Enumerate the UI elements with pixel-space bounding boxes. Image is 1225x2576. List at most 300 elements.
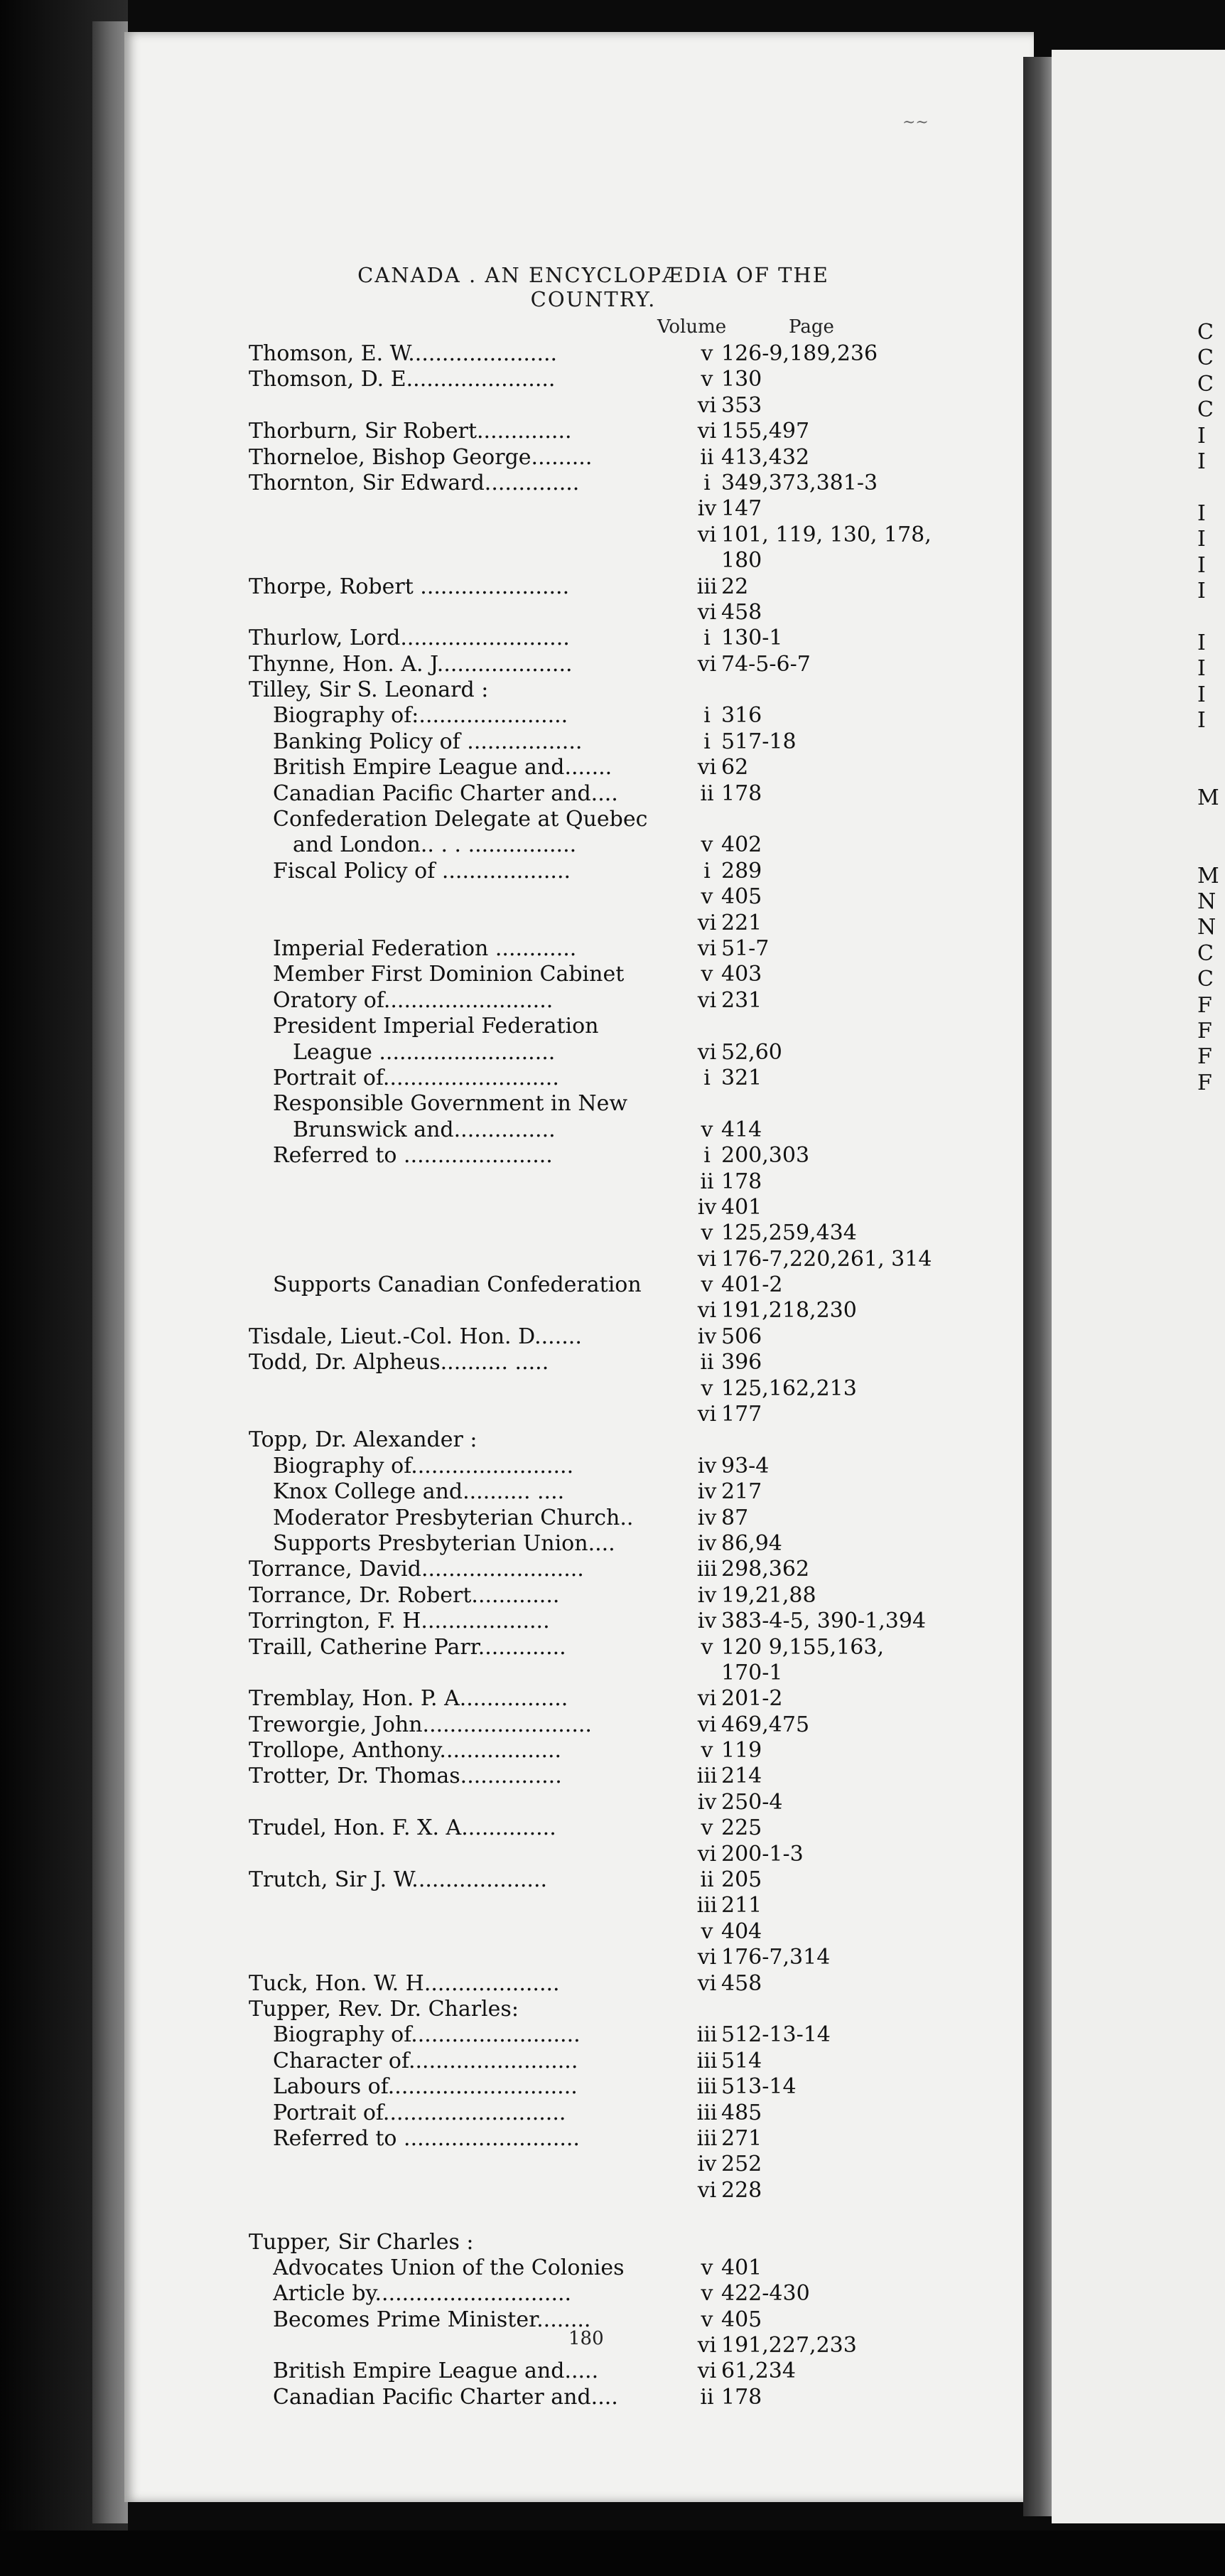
facing-letter: I <box>1197 630 1206 655</box>
entry-pages: 513-14 <box>721 2074 797 2100</box>
facing-letter: I <box>1197 682 1206 707</box>
entry-pages: 404 <box>721 1918 762 1944</box>
entry-pages: 178 <box>721 2384 762 2410</box>
entry-pages: 517-18 <box>721 729 797 754</box>
index-row <box>249 652 1030 677</box>
entry-volume: v <box>701 1375 713 1401</box>
index-row <box>249 677 1030 703</box>
index-row <box>249 1195 1030 1220</box>
entry-pages: 130 <box>721 367 762 392</box>
entry-pages: 62 <box>721 755 749 780</box>
index-row <box>249 341 1030 367</box>
entry-pages: 87 <box>721 1505 749 1530</box>
entry-pages: 514 <box>721 2048 762 2073</box>
entry-pages: 298,362 <box>721 1557 810 1582</box>
entry-pages: 51-7 <box>721 935 770 961</box>
index-row <box>249 2126 1030 2152</box>
entry-volume: v <box>701 1220 713 1246</box>
entry-text: Supports Canadian Confederation <box>273 1272 642 1298</box>
entry-text: Tuck, Hon. W. H.................... <box>249 1970 560 1996</box>
entry-pages: 125,162,213 <box>721 1375 857 1401</box>
entry-volume: iv <box>697 1609 717 1634</box>
entry-pages: 176-7,314 <box>721 1945 831 1970</box>
entry-text: Trotter, Dr. Thomas............... <box>249 1764 562 1789</box>
entry-pages: 125,259,434 <box>721 1220 857 1246</box>
index-row <box>249 1635 1030 1660</box>
entry-volume: v <box>701 832 713 858</box>
entry-pages: 422-430 <box>721 2281 810 2307</box>
index-entries <box>249 341 1030 2410</box>
entry-volume: ii <box>700 1867 714 1893</box>
corner-mark: ~~ <box>902 114 929 132</box>
entry-pages: 414 <box>721 1117 762 1142</box>
entry-volume: vi <box>697 1712 717 1737</box>
entry-volume: v <box>701 1738 713 1764</box>
index-row <box>249 522 1030 548</box>
entry-pages: 250-4 <box>721 1789 783 1815</box>
entry-pages: 101, 119, 130, 178, <box>721 522 932 547</box>
entry-pages: 401 <box>721 1194 762 1220</box>
entry-volume: vi <box>697 935 717 961</box>
entry-text: Biography of........................ <box>273 1453 574 1478</box>
entry-text: Tisdale, Lieut.-Col. Hon. D....... <box>249 1324 582 1349</box>
entry-pages: 22 <box>721 574 749 599</box>
index-row <box>249 1247 1030 1272</box>
entry-text: Referred to ...................... <box>273 1143 553 1169</box>
index-row <box>249 1117 1030 1143</box>
entry-volume: iv <box>697 1479 717 1505</box>
entry-volume: v <box>701 1272 713 1298</box>
entry-volume: ii <box>700 1350 714 1375</box>
index-row <box>249 703 1030 729</box>
entry-text: British Empire League and....... <box>273 755 612 780</box>
entry-text: Trutch, Sir J. W.................... <box>249 1867 548 1893</box>
facing-page-letters <box>1197 320 1225 1096</box>
entry-pages: 469,475 <box>721 1712 810 1737</box>
index-row <box>249 884 1030 910</box>
index-row <box>249 1842 1030 1867</box>
entry-pages: 225 <box>721 1815 762 1841</box>
entry-volume: iii <box>696 1764 718 1789</box>
index-row <box>249 1531 1030 1557</box>
entry-pages: 214 <box>721 1764 762 1789</box>
entry-volume: iv <box>697 2152 717 2177</box>
entry-volume: vi <box>697 419 717 444</box>
index-row <box>249 1298 1030 1324</box>
entry-pages: 512-13-14 <box>721 2022 831 2048</box>
volume-column-heading: Volume <box>657 316 727 338</box>
entry-text: Thornton, Sir Edward.............. <box>249 470 580 495</box>
entry-volume: vi <box>697 1402 717 1427</box>
entry-text: Character of......................... <box>273 2048 578 2073</box>
entry-pages: 147 <box>721 496 762 522</box>
facing-letter: I <box>1197 527 1206 552</box>
entry-volume: vi <box>697 1945 717 1970</box>
entry-pages: 191,218,230 <box>721 1298 857 1324</box>
index-row <box>249 1790 1030 1815</box>
entry-volume: vi <box>697 2333 717 2358</box>
entry-volume: iii <box>696 2048 718 2073</box>
index-row <box>249 1091 1030 1117</box>
index-row <box>249 1867 1030 1893</box>
index-row <box>249 1376 1030 1402</box>
entry-pages: 383-4-5, 390-1,394 <box>721 1609 927 1634</box>
entry-volume: vi <box>697 1246 717 1272</box>
entry-volume: v <box>701 2255 713 2280</box>
entry-volume: i <box>703 1065 711 1090</box>
entry-pages: 396 <box>721 1350 762 1375</box>
entry-pages: 200-1-3 <box>721 1841 804 1867</box>
entry-volume: iv <box>697 1194 717 1220</box>
entry-text: Advocates Union of the Colonies <box>273 2255 625 2280</box>
entry-pages: 349,373,381-3 <box>721 470 878 495</box>
index-row <box>249 1454 1030 1479</box>
page-stack-edge <box>92 21 128 2523</box>
entry-pages: 130-1 <box>721 626 783 651</box>
entry-text: Thomson, E. W...................... <box>249 341 558 366</box>
entry-volume: vi <box>697 910 717 935</box>
facing-letter: I <box>1197 552 1206 578</box>
entry-volume: i <box>703 626 711 651</box>
entry-text: Tupper, Rev. Dr. Charles: <box>249 1997 519 2022</box>
entry-volume: v <box>701 367 713 392</box>
index-row <box>249 1919 1030 1945</box>
entry-text: and London.. . . ................ <box>293 832 577 858</box>
entry-text: League .......................... <box>293 1039 556 1065</box>
entry-volume: iii <box>696 2022 718 2048</box>
index-row <box>249 574 1030 600</box>
entry-text: Moderator Presbyterian Church.. <box>273 1505 634 1530</box>
entry-volume: iii <box>696 2100 718 2125</box>
index-row <box>249 1660 1030 1686</box>
entry-pages: 155,497 <box>721 419 810 444</box>
entry-pages: 74-5-6-7 <box>721 651 811 677</box>
entry-volume: v <box>701 1815 713 1841</box>
index-row <box>249 471 1030 496</box>
facing-letter: C <box>1197 371 1214 397</box>
facing-letter: C <box>1197 345 1214 371</box>
facing-letter: C <box>1197 397 1214 423</box>
entry-text: Thorneloe, Bishop George......... <box>249 444 593 470</box>
entry-volume: i <box>703 858 711 884</box>
facing-letter <box>1197 812 1225 837</box>
entry-pages: 52,60 <box>721 1039 782 1065</box>
entry-volume: iii <box>696 1893 718 1918</box>
entry-volume: v <box>701 1634 713 1660</box>
entry-pages: 485 <box>721 2100 762 2125</box>
facing-letter <box>1197 734 1225 760</box>
entry-pages: 402 <box>721 832 762 858</box>
index-row <box>249 832 1030 858</box>
entry-volume: vi <box>697 1841 717 1867</box>
index-row <box>249 626 1030 651</box>
index-row <box>249 1479 1030 1505</box>
index-row <box>249 367 1030 392</box>
entry-pages: 401 <box>721 2255 762 2280</box>
entry-pages: 353 <box>721 392 762 418</box>
entry-volume: iv <box>697 1582 717 1608</box>
index-row <box>249 911 1030 936</box>
index-row <box>249 1971 1030 1997</box>
entry-text: Knox College and.......... .... <box>273 1479 565 1505</box>
entry-pages: 205 <box>721 1867 762 1893</box>
entry-pages: 177 <box>721 1402 762 1427</box>
entry-text: Supports Presbyterian Union.... <box>273 1530 615 1556</box>
entry-volume: vi <box>697 755 717 780</box>
index-row <box>249 2152 1030 2177</box>
index-row <box>249 1712 1030 1738</box>
entry-volume: vi <box>697 1298 717 1324</box>
facing-letter: C <box>1197 940 1214 966</box>
index-row <box>249 1557 1030 1582</box>
index-row <box>249 729 1030 755</box>
entry-pages: 19,21,88 <box>721 1582 816 1608</box>
index-row <box>249 2333 1030 2358</box>
index-row <box>249 1764 1030 1789</box>
entry-volume: v <box>701 1117 713 1142</box>
facing-letter: I <box>1197 656 1206 682</box>
entry-volume: iii <box>696 2125 718 2151</box>
facing-letter <box>1197 837 1225 863</box>
index-row <box>249 755 1030 780</box>
entry-text: President Imperial Federation <box>273 1014 599 1039</box>
index-row <box>249 1506 1030 1531</box>
index-row <box>249 1014 1030 1039</box>
facing-letter: F <box>1197 1070 1212 1095</box>
entry-volume: ii <box>700 444 714 470</box>
page-column-heading: Page <box>789 316 834 338</box>
facing-letter: I <box>1197 449 1206 475</box>
entry-pages: 176-7,220,261, 314 <box>721 1246 932 1272</box>
index-row <box>249 2281 1030 2307</box>
entry-volume: i <box>703 729 711 754</box>
index-row <box>249 1738 1030 1764</box>
index-row <box>249 1220 1030 1246</box>
index-row <box>249 419 1030 444</box>
entry-text: Canadian Pacific Charter and.... <box>273 2384 618 2410</box>
entry-volume: vi <box>697 1686 717 1712</box>
entry-text: Torrance, Dr. Robert............. <box>249 1582 560 1608</box>
index-row <box>249 1945 1030 1970</box>
index-row <box>249 2178 1030 2204</box>
entry-pages: 252 <box>721 2152 762 2177</box>
index-row <box>249 1815 1030 1841</box>
entry-volume: iv <box>697 1453 717 1478</box>
entry-volume: iv <box>697 1530 717 1556</box>
entry-text: Oratory of......................... <box>273 987 554 1013</box>
index-row <box>249 1272 1030 1298</box>
entry-volume: vi <box>697 2177 717 2203</box>
facing-letter: F <box>1197 1044 1212 1070</box>
entry-text: Trollope, Anthony.................. <box>249 1738 562 1764</box>
index-row <box>249 2385 1030 2410</box>
facing-letter <box>1197 475 1225 500</box>
entry-volume: vi <box>697 2358 717 2384</box>
entry-text: Topp, Dr. Alexander : <box>249 1427 477 1453</box>
entry-pages: 405 <box>721 884 762 910</box>
index-row <box>249 859 1030 884</box>
facing-letter <box>1197 760 1225 785</box>
entry-volume: iii <box>696 2074 718 2100</box>
facing-letter: M <box>1197 863 1219 889</box>
entry-pages: 170-1 <box>721 1660 783 1685</box>
scan-border <box>0 2531 1225 2576</box>
entry-pages: 458 <box>721 599 762 625</box>
entry-volume: vi <box>697 392 717 418</box>
facing-letter: I <box>1197 708 1206 734</box>
entry-text: Referred to .......................... <box>273 2125 580 2151</box>
entry-pages: 201-2 <box>721 1686 783 1712</box>
entry-text: Biography of......................... <box>273 2022 581 2048</box>
entry-volume: vi <box>697 599 717 625</box>
index-row <box>249 1350 1030 1375</box>
entry-text: Todd, Dr. Alpheus.......... ..... <box>249 1350 549 1375</box>
entry-volume: i <box>703 703 711 729</box>
index-row <box>249 393 1030 419</box>
entry-text: Canadian Pacific Charter and.... <box>273 780 618 806</box>
facing-letter <box>1197 604 1225 630</box>
entry-text: Tilley, Sir S. Leonard : <box>249 677 489 703</box>
facing-letter: F <box>1197 992 1212 1018</box>
index-row <box>249 1427 1030 1453</box>
index-row <box>249 1686 1030 1712</box>
entry-pages: 413,432 <box>721 444 810 470</box>
entry-volume: vi <box>697 1039 717 1065</box>
entry-text: British Empire League and..... <box>273 2358 599 2384</box>
entry-text: Article by............................. <box>273 2281 572 2307</box>
index-row <box>249 600 1030 626</box>
entry-volume: vi <box>697 1970 717 1996</box>
entry-volume: i <box>703 1143 711 1169</box>
facing-letter: M <box>1197 785 1219 811</box>
index-row <box>249 496 1030 522</box>
facing-letter: F <box>1197 1018 1212 1043</box>
entry-text: Torrance, David........................ <box>249 1557 584 1582</box>
entry-pages: 120 9,155,163, <box>721 1634 885 1660</box>
index-row <box>249 2100 1030 2126</box>
entry-volume: vi <box>697 651 717 677</box>
entry-text: Thorburn, Sir Robert.............. <box>249 419 572 444</box>
index-row <box>249 2022 1030 2048</box>
entry-text: Tremblay, Hon. P. A................ <box>249 1686 568 1712</box>
index-row <box>249 807 1030 832</box>
index-row <box>249 2255 1030 2281</box>
entry-text: Labours of............................ <box>273 2074 578 2100</box>
entry-pages: 86,94 <box>721 1530 782 1556</box>
entry-text: Imperial Federation ............ <box>273 935 577 961</box>
entry-pages: 178 <box>721 1169 762 1194</box>
index-row <box>249 1040 1030 1066</box>
entry-volume: iv <box>697 1324 717 1349</box>
entry-text: Thurlow, Lord......................... <box>249 626 570 651</box>
entry-volume: v <box>701 2281 713 2307</box>
entry-pages: 61,234 <box>721 2358 796 2384</box>
index-row <box>249 2358 1030 2384</box>
entry-volume: v <box>701 1918 713 1944</box>
entry-volume: ii <box>700 1169 714 1194</box>
entry-pages: 200,303 <box>721 1143 810 1169</box>
entry-volume: vi <box>697 987 717 1013</box>
entry-pages: 178 <box>721 780 762 806</box>
index-row <box>249 1893 1030 1918</box>
index-row <box>249 781 1030 807</box>
entry-pages: 321 <box>721 1065 762 1090</box>
entry-text: Member First Dominion Cabinet <box>273 962 625 987</box>
entry-text: Treworgie, John......................... <box>249 1712 592 1737</box>
facing-letter: N <box>1197 889 1216 914</box>
facing-letter: I <box>1197 579 1206 604</box>
entry-pages: 126-9,189,236 <box>721 341 878 366</box>
entry-pages: 506 <box>721 1324 762 1349</box>
index-row <box>249 1324 1030 1350</box>
entry-text: Banking Policy of ................. <box>273 729 583 754</box>
index-row <box>249 1169 1030 1195</box>
entry-text: Biography of:...................... <box>273 703 568 729</box>
entry-volume: v <box>701 341 713 366</box>
entry-pages: 403 <box>721 962 762 987</box>
index-row <box>249 2204 1030 2229</box>
entry-text: Confederation Delegate at Quebec <box>273 807 648 832</box>
index-row <box>249 1583 1030 1609</box>
entry-pages: 458 <box>721 1970 762 1996</box>
running-header: CANADA . AN ENCYCLOPÆDIA OF THE COUNTRY. <box>357 263 829 311</box>
entry-pages: 191,227,233 <box>721 2333 857 2358</box>
entry-volume: v <box>701 2307 713 2332</box>
entry-text: Portrait of.......................... <box>273 1065 559 1090</box>
entry-pages: 271 <box>721 2125 762 2151</box>
entry-volume: iv <box>697 1789 717 1815</box>
index-row <box>249 548 1030 574</box>
entry-volume: v <box>701 962 713 987</box>
entry-volume: iv <box>697 496 717 522</box>
index-row <box>249 1143 1030 1169</box>
entry-text: Fiscal Policy of ................... <box>273 858 571 884</box>
index-row <box>249 1402 1030 1427</box>
facing-letter: C <box>1197 967 1214 992</box>
index-row <box>249 2074 1030 2100</box>
index-row <box>249 445 1030 471</box>
page-number: 180 <box>568 2328 604 2349</box>
entry-pages: 221 <box>721 910 762 935</box>
entry-pages: 405 <box>721 2307 762 2332</box>
entry-pages: 211 <box>721 1893 762 1918</box>
entry-pages: 228 <box>721 2177 762 2203</box>
entry-text: Thynne, Hon. A. J.................... <box>249 651 573 677</box>
entry-text: Portrait of........................... <box>273 2100 566 2125</box>
entry-text: Becomes Prime Minister........ <box>273 2307 591 2332</box>
index-row <box>249 2230 1030 2255</box>
entry-text: Traill, Catherine Parr............. <box>249 1634 566 1660</box>
index-row <box>249 1997 1030 2022</box>
entry-pages: 180 <box>721 548 762 574</box>
entry-volume: ii <box>700 2384 714 2410</box>
entry-pages: 401-2 <box>721 1272 783 1298</box>
entry-volume: ii <box>700 780 714 806</box>
entry-pages: 217 <box>721 1479 762 1505</box>
entry-text: Trudel, Hon. F. X. A.............. <box>249 1815 556 1841</box>
entry-pages: 231 <box>721 987 762 1013</box>
entry-text: Thomson, D. E...................... <box>249 367 556 392</box>
index-row <box>249 988 1030 1014</box>
entry-volume: i <box>703 470 711 495</box>
index-row <box>249 1066 1030 1091</box>
entry-text: Tupper, Sir Charles : <box>249 2229 474 2255</box>
index-row <box>249 1609 1030 1634</box>
facing-letter: C <box>1197 320 1214 345</box>
index-row <box>249 2049 1030 2074</box>
entry-text: Responsible Government in New <box>273 1091 628 1117</box>
entry-pages: 289 <box>721 858 762 884</box>
